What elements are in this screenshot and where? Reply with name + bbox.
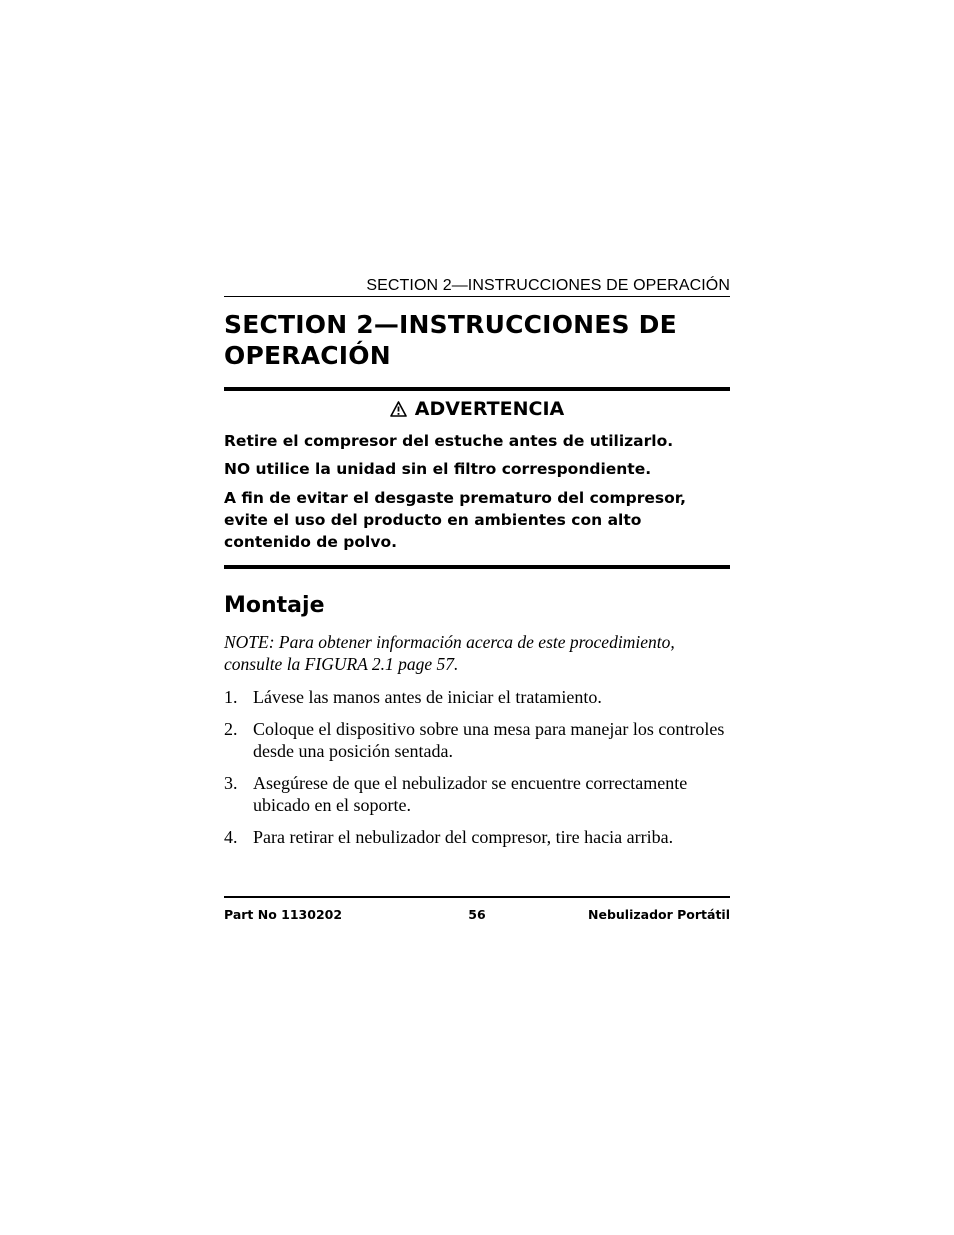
step-number: 3. bbox=[224, 773, 238, 793]
warning-top-rule bbox=[224, 387, 730, 391]
footer-rule bbox=[224, 896, 730, 898]
montaje-note: NOTE: Para obtener información acerca de este procedimiento, consulte la FIGURA 2.1 page 57. bbox=[224, 632, 675, 674]
warning-bottom-rule bbox=[224, 565, 730, 569]
step-number: 4. bbox=[224, 827, 238, 847]
footer-product-name: Nebulizador Portátil bbox=[588, 907, 730, 922]
step-text: Asegúrese de que el nebulizador se encuentre correctamente ubicado en el soporte. bbox=[253, 773, 688, 815]
step-number: 2. bbox=[224, 719, 238, 739]
warning-line-1: Retire el compresor del estuche antes de utilizarlo. bbox=[224, 432, 674, 450]
warning-triangle-icon bbox=[390, 398, 407, 424]
section-title bbox=[224, 309, 730, 371]
step-text: Coloque el dispositivo sobre una mesa para manejar los controles desde una posición sentada. bbox=[253, 719, 725, 761]
footer-page-number: 56 bbox=[468, 907, 486, 922]
list-item bbox=[224, 826, 730, 848]
page-footer bbox=[224, 906, 730, 924]
footer-part-number: Part No 1130202 bbox=[224, 907, 343, 922]
step-text: Para retirar el nebulizador del compresor, tire hacia arriba. bbox=[253, 827, 674, 847]
warning-line-3: A fin de evitar el desgaste prematuro del compresor, evite el uso del producto en ambientes con alto contenido de polvo. bbox=[224, 489, 686, 551]
step-text: Lávese las manos antes de iniciar el tratamiento. bbox=[253, 687, 602, 707]
warning-heading bbox=[224, 396, 730, 424]
running-header: SECTION 2—INSTRUCCIONES DE OPERACIÓN bbox=[366, 277, 730, 294]
list-item bbox=[224, 772, 730, 816]
warning-line-2: NO utilice la unidad sin el filtro correspondiente. bbox=[224, 460, 652, 478]
list-item bbox=[224, 718, 730, 762]
list-item bbox=[224, 686, 730, 708]
warning-heading-label: ADVERTENCIA bbox=[414, 398, 565, 420]
section-title-line-2: OPERACIÓN bbox=[224, 341, 391, 370]
header-rule bbox=[224, 296, 730, 297]
section-title-line-1: SECTION 2—INSTRUCCIONES DE bbox=[224, 310, 677, 339]
montaje-heading: Montaje bbox=[224, 593, 325, 618]
step-number: 1. bbox=[224, 687, 238, 707]
